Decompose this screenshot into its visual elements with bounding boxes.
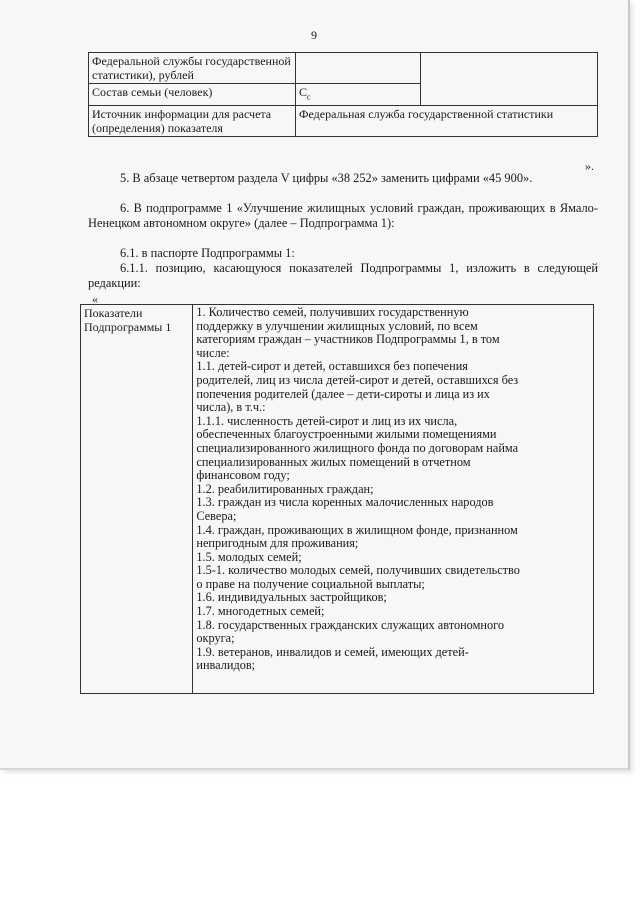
paragraph-6-1-1: 6.1.1. позицию, касающуюся показателей Подпрограммы 1, изложить в следующей редакции:	[88, 261, 598, 290]
list-item: округа;	[196, 631, 235, 646]
list-item: категориям граждан – участников Подпрограммы 1, в том	[196, 332, 500, 347]
table-cell: Источник информации для расчета (определения) показателя	[89, 106, 296, 137]
list-item: 1.5. молодых семей;	[196, 549, 302, 564]
table-cell: Федеральная служба государственной статистики	[296, 106, 598, 137]
table-cell	[421, 53, 598, 106]
list-item: попечения родителей (далее – дети-сироты и лица из их	[196, 386, 490, 401]
list-item: поддержку в улучшении жилищных условий, по всем	[196, 318, 478, 333]
closing-quote: ».	[585, 159, 594, 173]
list-item: непригодным для проживания;	[196, 536, 359, 551]
list-item: инвалидов;	[196, 658, 256, 673]
indicator-label: Показатели Подпрограммы 1	[81, 305, 193, 694]
list-item: 1.3. граждан из числа коренных малочисленных народов	[196, 495, 494, 510]
list-item: 1.5-1. количество молодых семей, получивших свидетельство	[196, 563, 520, 578]
list-item: специализированного жилищного фонда по договорам найма	[196, 440, 519, 455]
table-cell-symbol	[296, 84, 421, 106]
table-cell	[296, 53, 421, 84]
list-item: числа), в т.ч.:	[196, 400, 266, 415]
paragraph-6: 6. В подпрограмме 1 «Улучшение жилищных условий граждан, проживающих в Ямало-Ненецком автономном округе» (далее – Подпрограмма 1):	[88, 201, 598, 230]
opening-quote: «	[92, 292, 98, 306]
table-cell: Состав семьи (человек)	[89, 84, 296, 106]
list-item: родителей, лиц из числа детей-сирот и детей, оставшихся без	[196, 372, 519, 387]
table-row	[89, 53, 598, 84]
list-item: о праве на получение социальной выплаты;	[196, 576, 425, 591]
list-item: 1.1.1. численность детей-сирот и лиц из их числа,	[196, 413, 458, 428]
paragraph-6-1: 6.1. в паспорте Подпрограммы 1:	[120, 246, 295, 260]
list-item: 1. Количество семей, получивших государственную	[196, 305, 469, 319]
symbol-subscript: c	[307, 92, 311, 102]
list-item: 1.9. ветеранов, инвалидов и семей, имеющих детей-	[196, 644, 469, 659]
list-item: 1.6. индивидуальных застройщиков;	[196, 590, 387, 605]
list-item: 1.2. реабилитированных граждан;	[196, 481, 374, 496]
page-number: 9	[311, 28, 317, 42]
list-item: 1.4. граждан, проживающих в жилищном фонде, признанном	[196, 522, 518, 537]
table-indicators	[80, 304, 594, 694]
list-item: 1.7. многодетных семей;	[196, 604, 325, 619]
table-top	[88, 52, 598, 137]
indicator-list	[193, 305, 594, 694]
list-item: обеспеченных благоустроенными жилыми помещениями	[196, 427, 497, 442]
list-item: 1.8. государственных гражданских служащих автономного	[196, 617, 504, 632]
list-item: Севера;	[196, 508, 237, 523]
paragraph-5: 5. В абзаце четвертом раздела V цифры «38 252» заменить цифрами «45 900».	[120, 171, 533, 185]
list-item: финансовом году;	[196, 468, 290, 483]
symbol: C	[299, 85, 308, 99]
list-item: числе:	[196, 345, 230, 360]
list-item: специализированных жилых помещений в отчетном	[196, 454, 471, 469]
table-cell: Федеральной службы государственной статистики), рублей	[89, 53, 296, 84]
table-row	[89, 106, 598, 137]
list-item: 1.1. детей-сирот и детей, оставшихся без попечения	[196, 359, 468, 374]
table-row	[81, 305, 594, 694]
